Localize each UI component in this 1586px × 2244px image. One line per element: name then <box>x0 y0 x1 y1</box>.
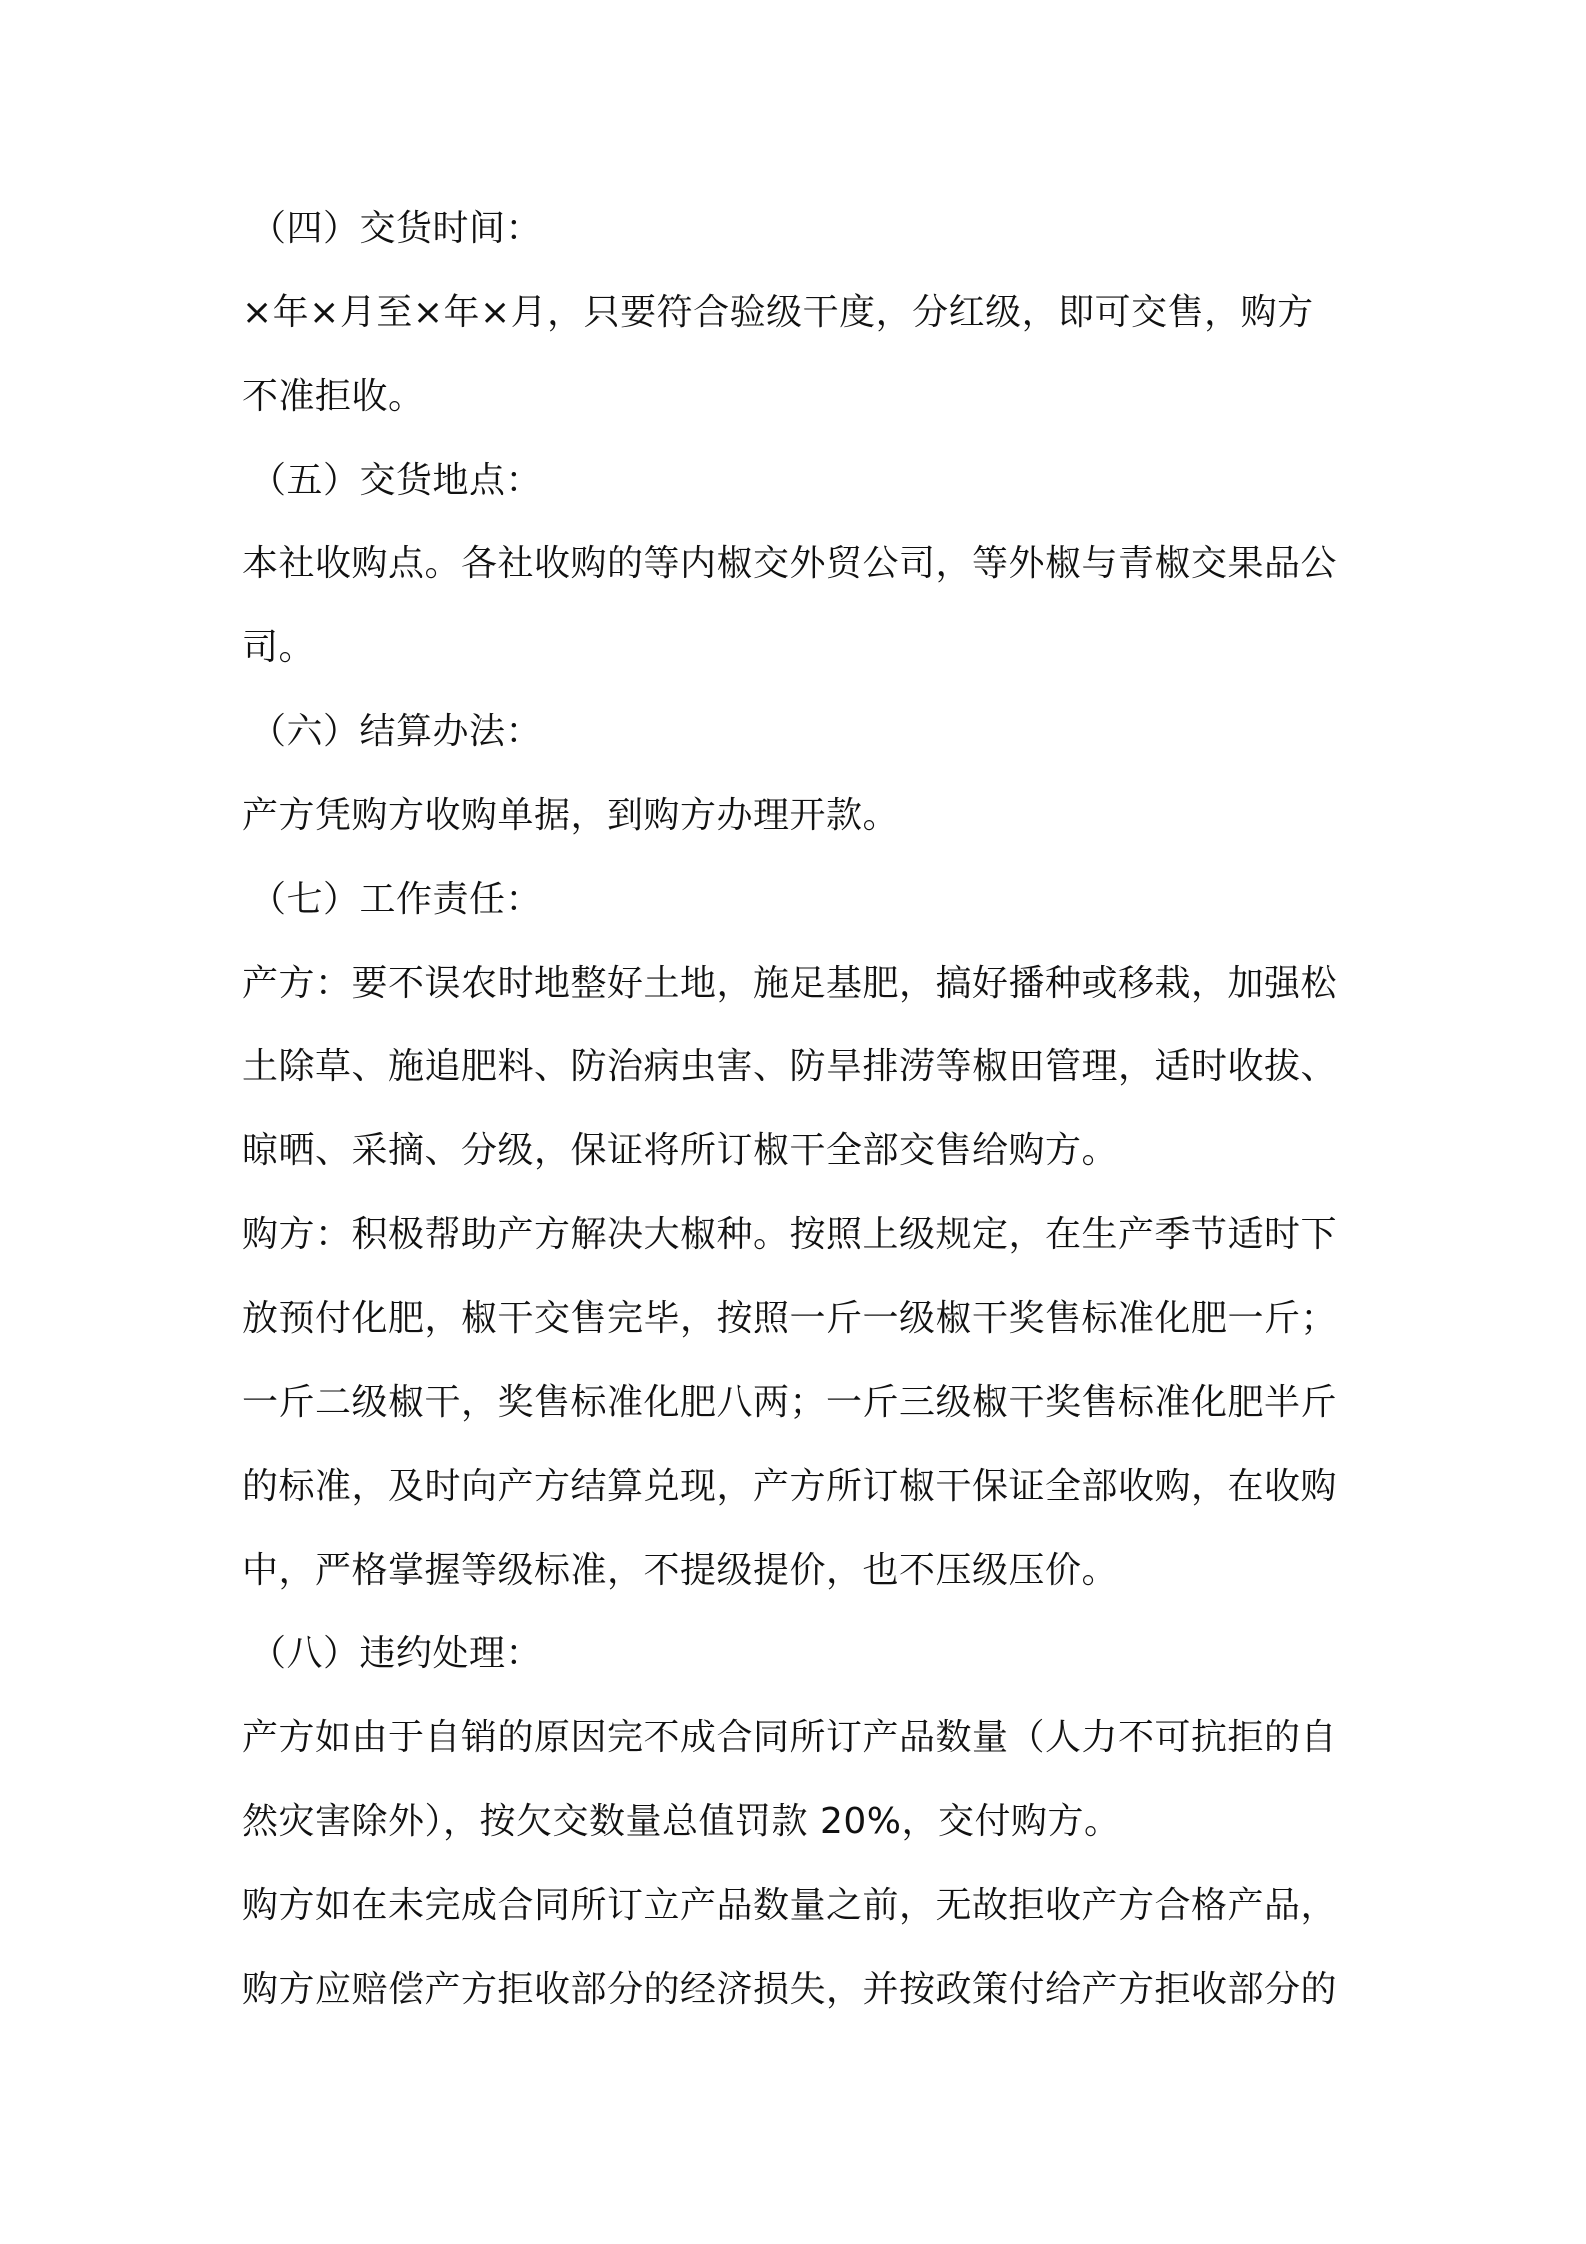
section-heading-delivery-place: （五）交货地点： <box>250 460 543 501</box>
paragraph-line: 购方：积极帮助产方解决大椒种。按照上级规定，在生产季节适时下 <box>242 1214 1338 1255</box>
section-heading-delivery-time: （四）交货时间： <box>250 208 543 249</box>
paragraph-line: 中，严格掌握等级标准，不提级提价，也不压级压价。 <box>242 1550 1119 1591</box>
paragraph-line: 购方应赔偿产方拒收部分的经济损失，并按政策付给产方拒收部分的 <box>242 1969 1338 2010</box>
paragraph-line: 一斤二级椒干，奖售标准化肥八两；一斤三级椒干奖售标准化肥半斤 <box>242 1382 1338 1423</box>
paragraph-line: ×年×月至×年×月，只要符合验级干度，分红级，即可交售，购方 <box>242 292 1314 333</box>
paragraph-line: 晾晒、采摘、分级，保证将所订椒干全部交售给购方。 <box>242 1130 1119 1171</box>
paragraph-line: 司。 <box>242 627 316 668</box>
paragraph-line: 放预付化肥，椒干交售完毕，按照一斤一级椒干奖售标准化肥一斤； <box>242 1298 1338 1339</box>
paragraph-line: 土除草、施追肥料、防治病虫害、防旱排涝等椒田管理，适时收拔、 <box>242 1046 1338 1087</box>
section-heading-settlement: （六）结算办法： <box>250 711 543 752</box>
paragraph-line: 购方如在未完成合同所订立产品数量之前，无故拒收产方合格产品， <box>242 1885 1338 1926</box>
paragraph-line: 本社收购点。各社收购的等内椒交外贸公司，等外椒与青椒交果品公 <box>242 543 1338 584</box>
paragraph-line: 的标准，及时向产方结算兑现，产方所订椒干保证全部收购，在收购 <box>242 1466 1338 1507</box>
paragraph-line: 产方如由于自销的原因完不成合同所订产品数量（人力不可抗拒的自 <box>242 1717 1338 1758</box>
paragraph-line: 然灾害除外），按欠交数量总值罚款 20%，交付购方。 <box>242 1801 1121 1842</box>
paragraph-line: 产方：要不误农时地整好土地，施足基肥，搞好播种或移栽，加强松 <box>242 963 1338 1004</box>
paragraph-line: 产方凭购方收购单据，到购方办理开款。 <box>242 795 900 836</box>
section-heading-responsibilities: （七）工作责任： <box>250 879 543 920</box>
section-heading-breach: （八）违约处理： <box>250 1633 543 1674</box>
paragraph-line: 不准拒收。 <box>242 376 425 417</box>
